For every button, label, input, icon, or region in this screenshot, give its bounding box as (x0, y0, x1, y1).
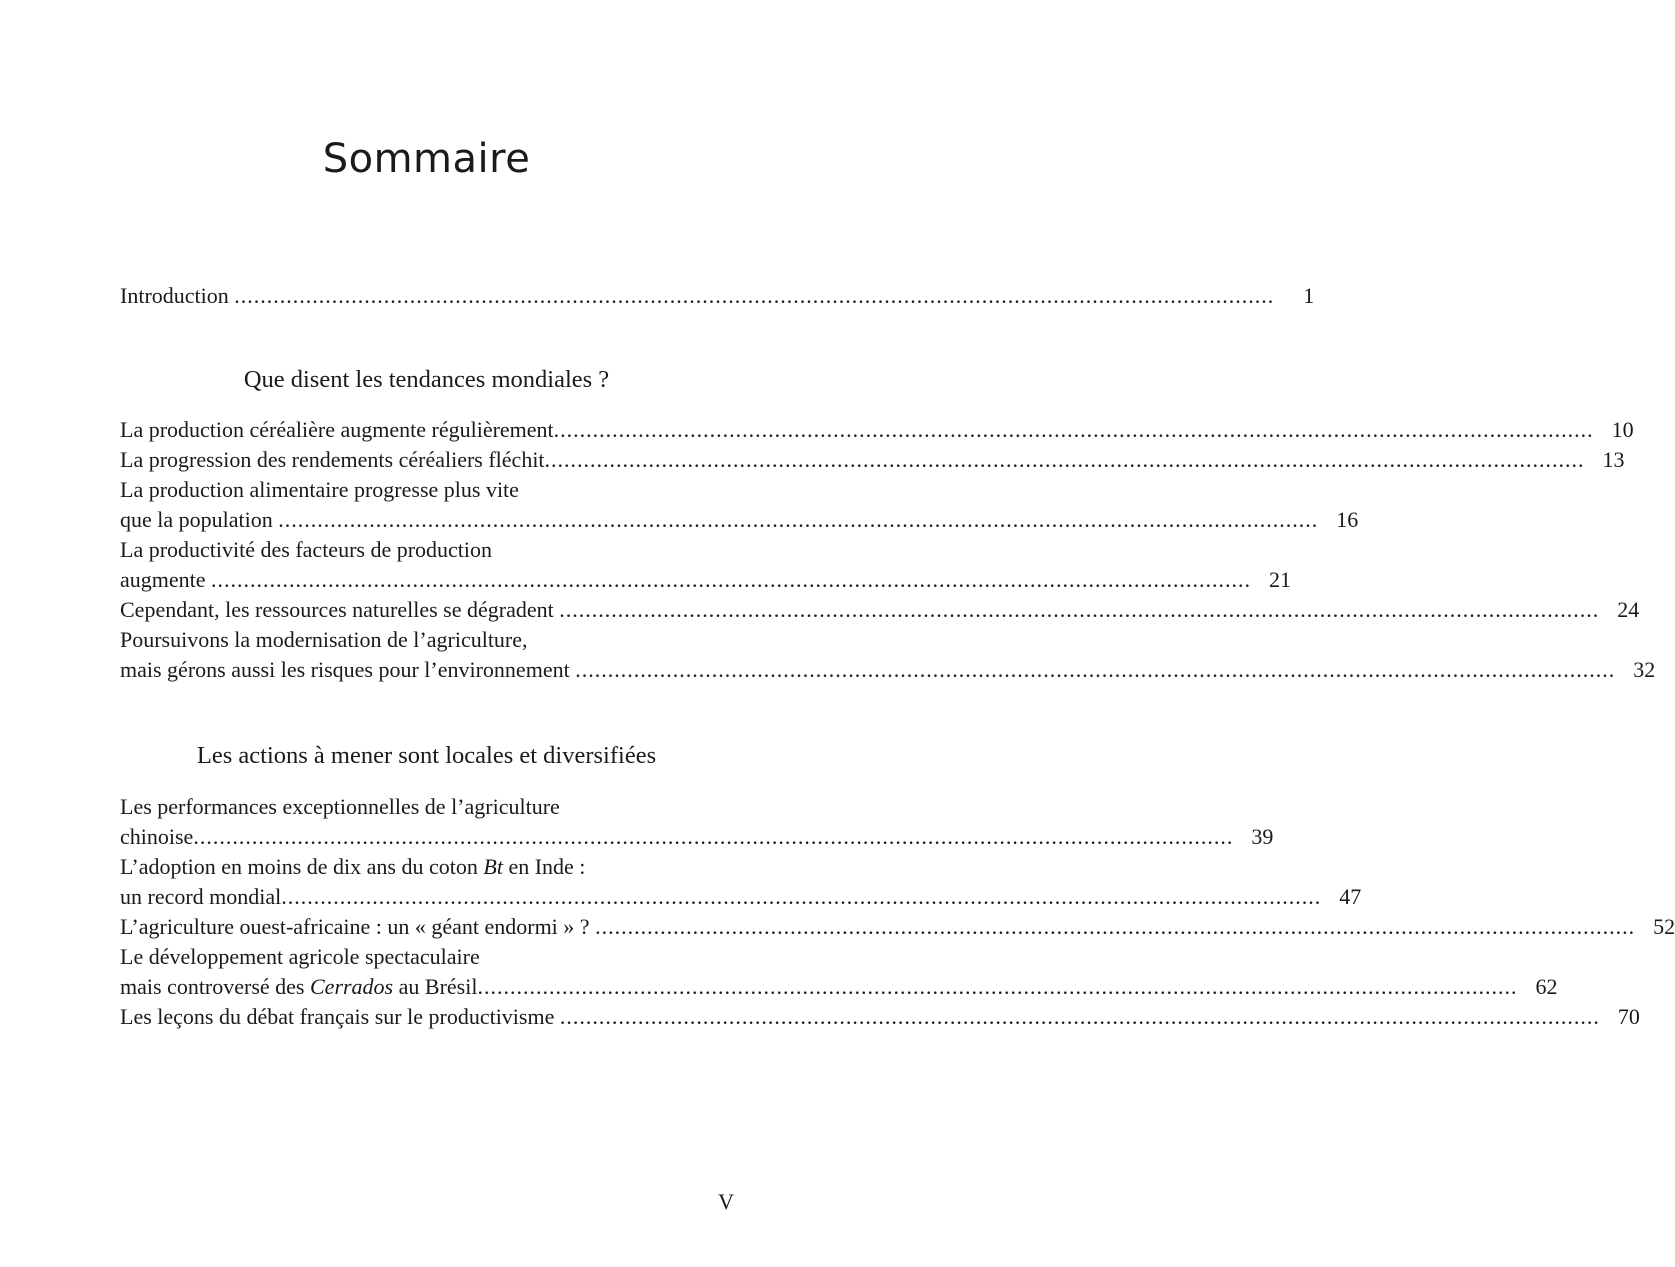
toc-entry[interactable] (120, 445, 1625, 475)
toc-entry[interactable] (120, 852, 1362, 912)
entry-title-line-2: que la population (120, 507, 273, 532)
page-number: 32 (1633, 657, 1656, 682)
dot-leader: ................................................................................................................................................................ (211, 567, 1252, 592)
toc-entry[interactable] (120, 625, 1656, 685)
entry-title: Cependant, les ressources naturelles se dégradent (120, 597, 554, 622)
entry-title-line-1: Poursuivons la modernisation de l’agriculture, (120, 627, 528, 652)
entry-title-line-2: chinoise (120, 824, 194, 849)
toc-entry[interactable] (120, 281, 1315, 311)
toc-section-1 (120, 415, 1656, 685)
toc-intro (120, 281, 1315, 311)
page-number: 21 (1269, 567, 1292, 592)
entry-title-line-1: L’adoption en moins de dix ans du coton Bt en Inde : (120, 854, 586, 879)
dot-leader: ................................................................................................................................................................ (559, 1004, 1600, 1029)
entry-title-line-2: un record mondial (120, 884, 282, 909)
toc-section-2 (120, 792, 1675, 1032)
dot-leader: ................................................................................................................................................................ (234, 283, 1275, 308)
page-number: 10 (1611, 417, 1634, 442)
toc-entry[interactable] (120, 595, 1640, 625)
dot-leader: ................................................................................................................................................................ (595, 914, 1636, 939)
entry-title: Les leçons du débat français sur le productivisme (120, 1004, 555, 1029)
page-number: 1 (1303, 283, 1315, 308)
dot-leader: ................................................................................................................................................................ (553, 417, 1594, 442)
toc-entry[interactable] (120, 535, 1292, 595)
dot-leader: ................................................................................................................................................................ (193, 824, 1234, 849)
entry-title-line-1: Les performances exceptionnelles de l’agriculture (120, 794, 560, 819)
page-number: 13 (1602, 447, 1625, 472)
entry-title-line-1: La productivité des facteurs de production (120, 537, 493, 562)
page-number: 39 (1251, 824, 1274, 849)
entry-title: La progression des rendements céréaliers fléchit (120, 447, 545, 472)
dot-leader: ................................................................................................................................................................ (477, 974, 1518, 999)
page-number: 16 (1336, 507, 1359, 532)
page-number: 52 (1653, 914, 1675, 939)
page-title: Sommaire (322, 136, 531, 182)
dot-leader: ................................................................................................................................................................ (278, 507, 1319, 532)
toc-entry[interactable] (120, 475, 1359, 535)
entry-title: La production céréalière augmente régulièrement (120, 417, 554, 442)
entry-title-line-2: mais controversé des Cerrados au Brésil (120, 974, 478, 999)
toc-entry[interactable] (120, 792, 1274, 852)
toc-entry[interactable] (120, 912, 1675, 942)
entry-title-line-1: Le développement agricole spectaculaire (120, 944, 480, 969)
entry-title-line-1: La production alimentaire progresse plus vite (120, 477, 519, 502)
page-number: 70 (1617, 1004, 1640, 1029)
dot-leader: ................................................................................................................................................................ (544, 447, 1585, 472)
entry-title-line-2: mais gérons aussi les risques pour l’environnement (120, 657, 570, 682)
toc-entry[interactable] (120, 1002, 1640, 1032)
entry-title-line-2: augmente (120, 567, 206, 592)
section-heading: Que disent les tendances mondiales ? (243, 366, 610, 393)
toc-entry[interactable] (120, 942, 1558, 1002)
entry-title: L’agriculture ouest-africaine : un « géant endormi » ? (120, 914, 590, 939)
page-number: 24 (1617, 597, 1640, 622)
dot-leader: ................................................................................................................................................................ (281, 884, 1322, 909)
page-folio: V (718, 1189, 734, 1214)
dot-leader: ................................................................................................................................................................ (575, 657, 1616, 682)
dot-leader: ................................................................................................................................................................ (559, 597, 1600, 622)
toc-entry[interactable] (120, 415, 1634, 445)
section-heading: Les actions à mener sont locales et diversifiées (196, 742, 657, 769)
page-number: 47 (1339, 884, 1362, 909)
page-number: 62 (1535, 974, 1558, 999)
entry-title: Introduction (120, 283, 229, 308)
